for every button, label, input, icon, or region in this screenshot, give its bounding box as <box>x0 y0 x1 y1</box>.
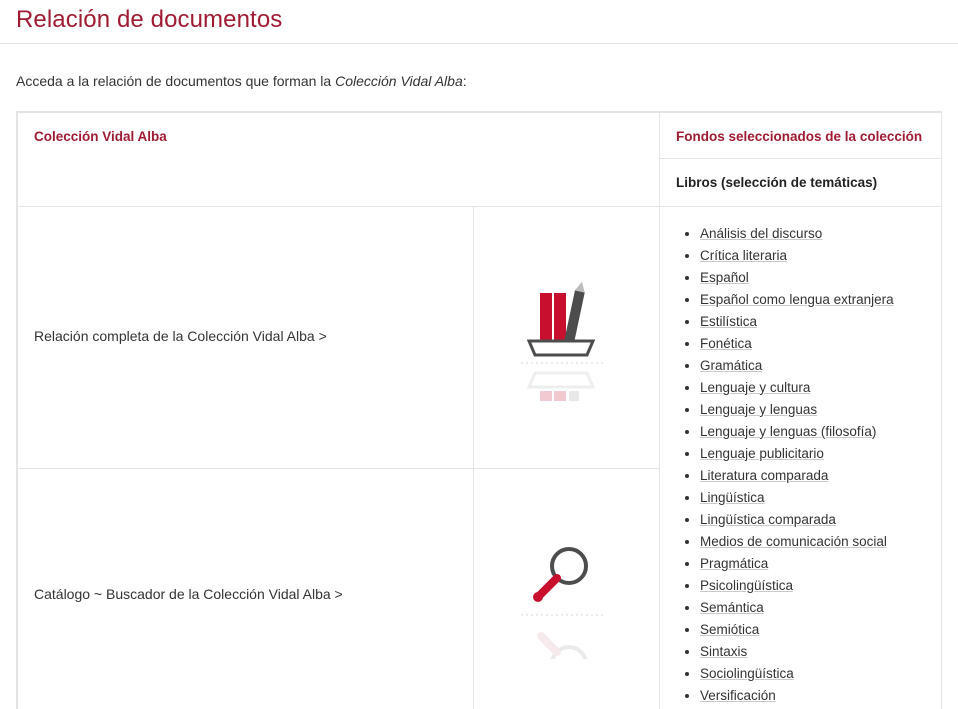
documents-table-wrapper <box>16 111 942 709</box>
right-header-cell <box>660 112 942 158</box>
link-catalogo-buscador[interactable]: Catálogo ~ Buscador de la Colección Vidal Alba > <box>34 586 343 603</box>
topic-link[interactable]: Medios de comunicación social <box>700 533 887 549</box>
list-item[interactable] <box>700 443 931 465</box>
row-icon-cell-2 <box>474 469 660 709</box>
topic-link[interactable]: Literatura comparada <box>700 467 829 483</box>
books-icon <box>507 271 627 401</box>
books-icon-container <box>474 207 659 465</box>
title-divider <box>0 43 958 44</box>
table-header-row <box>18 112 942 158</box>
topic-link[interactable]: Lenguaje publicitario <box>700 445 824 461</box>
magnifier-icon-holder <box>474 529 659 659</box>
list-item[interactable] <box>700 465 931 487</box>
topic-link[interactable]: Versificación <box>700 687 776 703</box>
right-header-label: Fondos seleccionados de la colección <box>676 128 923 144</box>
left-header-label: Colección Vidal Alba <box>34 128 167 144</box>
list-item[interactable] <box>700 355 931 377</box>
topic-link[interactable]: Lenguaje y cultura <box>700 379 811 395</box>
magnifier-icon-container <box>474 469 659 709</box>
documents-table <box>17 112 942 709</box>
topic-link[interactable]: Psicolingüística <box>700 577 794 593</box>
topic-link[interactable]: Pragmática <box>700 555 769 571</box>
list-item[interactable] <box>700 531 931 553</box>
list-item[interactable] <box>700 685 931 707</box>
topic-link[interactable]: Lenguaje y lenguas <box>700 401 818 417</box>
link-relacion-completa[interactable]: Relación completa de la Colección Vidal Alba > <box>34 327 327 344</box>
list-item[interactable] <box>700 553 931 575</box>
list-item[interactable] <box>700 663 931 685</box>
topic-link[interactable]: Semiótica <box>700 621 760 637</box>
list-item[interactable] <box>700 597 931 619</box>
intro-paragraph <box>0 58 958 92</box>
left-header-cell <box>18 112 660 206</box>
topic-link[interactable]: Gramática <box>700 357 763 373</box>
right-subheader-cell <box>660 158 942 206</box>
topic-link[interactable]: Crítica literaria <box>700 247 788 263</box>
topic-link[interactable]: Español <box>700 269 749 285</box>
list-item[interactable] <box>700 619 931 641</box>
list-item[interactable] <box>700 223 931 245</box>
list-item[interactable] <box>700 575 931 597</box>
topic-link[interactable]: Análisis del discurso <box>700 225 823 241</box>
list-item[interactable] <box>700 487 931 509</box>
intro-prefix: Acceda a la relación de documentos que forman la <box>16 73 336 89</box>
topic-link[interactable]: Sociolingüística <box>700 665 794 681</box>
list-item[interactable] <box>700 311 931 333</box>
list-item[interactable] <box>700 377 931 399</box>
list-item[interactable] <box>700 267 931 289</box>
topic-link[interactable]: Fonética <box>700 335 752 351</box>
topic-link[interactable]: Lingüística <box>700 489 765 505</box>
list-item[interactable] <box>700 399 931 421</box>
row-icon-cell-1 <box>474 206 660 469</box>
topic-link[interactable]: Semántica <box>700 599 764 615</box>
list-item[interactable] <box>700 333 931 355</box>
page-title: Relación de documentos <box>16 6 283 33</box>
list-item[interactable] <box>700 509 931 531</box>
topics-list <box>660 207 941 709</box>
list-item[interactable] <box>700 289 931 311</box>
books-icon-holder <box>474 271 659 401</box>
topic-link[interactable]: Lenguaje y lenguas (filosofía) <box>700 423 877 439</box>
topic-link[interactable]: Estilística <box>700 313 758 329</box>
row-label-cell-2[interactable] <box>18 469 474 709</box>
magnifier-icon <box>507 529 627 659</box>
list-item[interactable] <box>700 641 931 663</box>
list-item[interactable] <box>700 245 931 267</box>
table-row <box>18 206 942 469</box>
topics-cell <box>660 206 942 709</box>
intro-collection-name: Colección Vidal Alba <box>335 73 463 89</box>
list-item[interactable] <box>700 421 931 443</box>
topic-link[interactable]: Lingüística comparada <box>700 511 836 527</box>
row-label-cell-1[interactable] <box>18 206 474 469</box>
topic-link[interactable]: Sintaxis <box>700 643 748 659</box>
topic-link[interactable]: Español como lengua extranjera <box>700 291 894 307</box>
intro-suffix: : <box>462 73 467 89</box>
right-subheader-label: Libros (selección de temáticas) <box>676 174 878 190</box>
